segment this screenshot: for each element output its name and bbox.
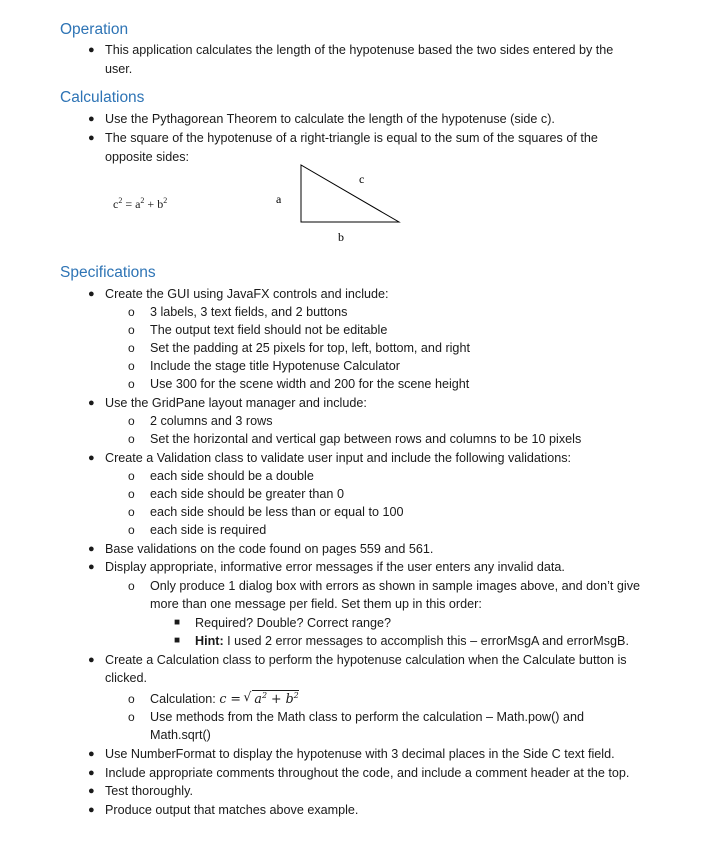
- spec-validation-sub: each side should be greater than 0: [150, 487, 344, 501]
- bullet-icon: ●: [88, 561, 95, 573]
- bullet-icon: ●: [88, 804, 95, 816]
- calculations-item-2-line2: opposite sides:: [105, 150, 190, 164]
- circle-bullet-icon: o: [128, 432, 135, 446]
- spec-comments: Include appropriate comments throughout the code, and include a comment header at the top.: [105, 766, 630, 780]
- bullet-icon: ●: [88, 452, 95, 464]
- bullet-icon: ●: [88, 748, 95, 760]
- calculations-item-1: Use the Pythagorean Theorem to calculate the length of the hypotenuse (side c).: [105, 112, 555, 126]
- triangle-label-c: c: [359, 172, 365, 186]
- spec-errors-sub-line2: more than one message per field. Set them up in this order:: [150, 597, 482, 611]
- spec-calc-label-line2: clicked.: [105, 671, 147, 685]
- bullet-icon: ●: [88, 288, 95, 300]
- bullet-icon: ●: [88, 132, 95, 144]
- bullet-icon: ●: [88, 767, 95, 779]
- circle-bullet-icon: o: [128, 305, 135, 319]
- spec-gridpane-sub: 2 columns and 3 rows: [150, 414, 273, 428]
- spec-calc-math-line1: Use methods from the Math class to perform the calculation – Math.pow() and: [150, 710, 584, 724]
- spec-calc-formula: Calculation: c = √ $a^2 + b^2$: [150, 689, 299, 706]
- bullet-icon: ●: [88, 543, 95, 555]
- circle-bullet-icon: o: [128, 523, 135, 537]
- spec-gui-sub: Use 300 for the scene width and 200 for the scene height: [150, 377, 470, 391]
- spec-test: Test thoroughly.: [105, 784, 193, 798]
- spec-errors-hint: Hint: I used 2 error messages to accomplish this – errorMsgA and errorMsgB.: [195, 634, 629, 648]
- circle-bullet-icon: o: [128, 359, 135, 373]
- spec-gridpane-label: Use the GridPane layout manager and include:: [105, 396, 367, 410]
- bullet-icon: ●: [88, 785, 95, 797]
- spec-base: Base validations on the code found on pages 559 and 561.: [105, 542, 434, 556]
- circle-bullet-icon: o: [128, 579, 135, 593]
- circle-bullet-icon: o: [128, 505, 135, 519]
- circle-bullet-icon: o: [128, 377, 135, 391]
- section-heading-operation: Operation: [60, 21, 129, 38]
- circle-bullet-icon: o: [128, 414, 135, 428]
- triangle-label-b: b: [338, 230, 344, 244]
- right-triangle-diagram: [268, 160, 408, 245]
- operation-item-line2: user.: [105, 62, 133, 76]
- spec-validation-sub: each side should be a double: [150, 469, 314, 483]
- circle-bullet-icon: o: [128, 323, 135, 337]
- spec-calc-label-line1: Create a Calculation class to perform the hypotenuse calculation when the Calculate button is: [105, 653, 627, 667]
- spec-errors-sub-line1: Only produce 1 dialog box with errors as shown in sample images above, and don’t give: [150, 579, 641, 593]
- circle-bullet-icon: o: [128, 469, 135, 483]
- spec-calc-math-line2: Math.sqrt(): [150, 728, 211, 742]
- spec-gridpane-sub: Set the horizontal and vertical gap between rows and columns to be 10 pixels: [150, 432, 582, 446]
- spec-errors-subsub: Required? Double? Correct range?: [195, 616, 392, 630]
- square-bullet-icon: ■: [174, 635, 181, 646]
- pythagorean-formula: $c^2 = a^2 + b^2$: [113, 196, 168, 211]
- spec-validation-sub: each side should be less than or equal to 100: [150, 505, 404, 519]
- spec-validation-label: Create a Validation class to validate user input and include the following validations:: [105, 451, 572, 465]
- spec-validation-sub: each side is required: [150, 523, 267, 537]
- section-heading-specifications: Specifications: [60, 264, 156, 281]
- circle-bullet-icon: o: [128, 692, 135, 706]
- spec-output: Produce output that matches above example.: [105, 803, 359, 817]
- operation-item-line1: This application calculates the length of the hypotenuse based the two sides entered by the: [105, 43, 614, 57]
- circle-bullet-icon: o: [128, 487, 135, 501]
- spec-gui-sub: 3 labels, 3 text fields, and 2 buttons: [150, 305, 348, 319]
- sqrt-radical: √ $a^2 + b^2$: [243, 689, 299, 706]
- triangle-shape: [301, 165, 399, 222]
- spec-gui-label: Create the GUI using JavaFX controls and include:: [105, 287, 389, 301]
- circle-bullet-icon: o: [128, 710, 135, 724]
- bullet-icon: ●: [88, 44, 95, 56]
- calculations-item-2-line1: The square of the hypotenuse of a right-triangle is equal to the sum of the squares of the: [105, 131, 598, 145]
- spec-errors-label: Display appropriate, informative error messages if the user enters any invalid data.: [105, 560, 565, 574]
- square-bullet-icon: ■: [174, 617, 181, 628]
- circle-bullet-icon: o: [128, 341, 135, 355]
- bullet-icon: ●: [88, 397, 95, 409]
- spec-gui-sub: The output text field should not be editable: [150, 323, 388, 337]
- triangle-label-a: a: [276, 192, 282, 206]
- spec-gui-sub: Include the stage title Hypotenuse Calculator: [150, 359, 400, 373]
- bullet-icon: ●: [88, 113, 95, 125]
- spec-gui-sub: Set the padding at 25 pixels for top, left, bottom, and right: [150, 341, 470, 355]
- spec-numberformat: Use NumberFormat to display the hypotenuse with 3 decimal places in the Side C text field.: [105, 747, 615, 761]
- section-heading-calculations: Calculations: [60, 89, 145, 106]
- bullet-icon: ●: [88, 654, 95, 666]
